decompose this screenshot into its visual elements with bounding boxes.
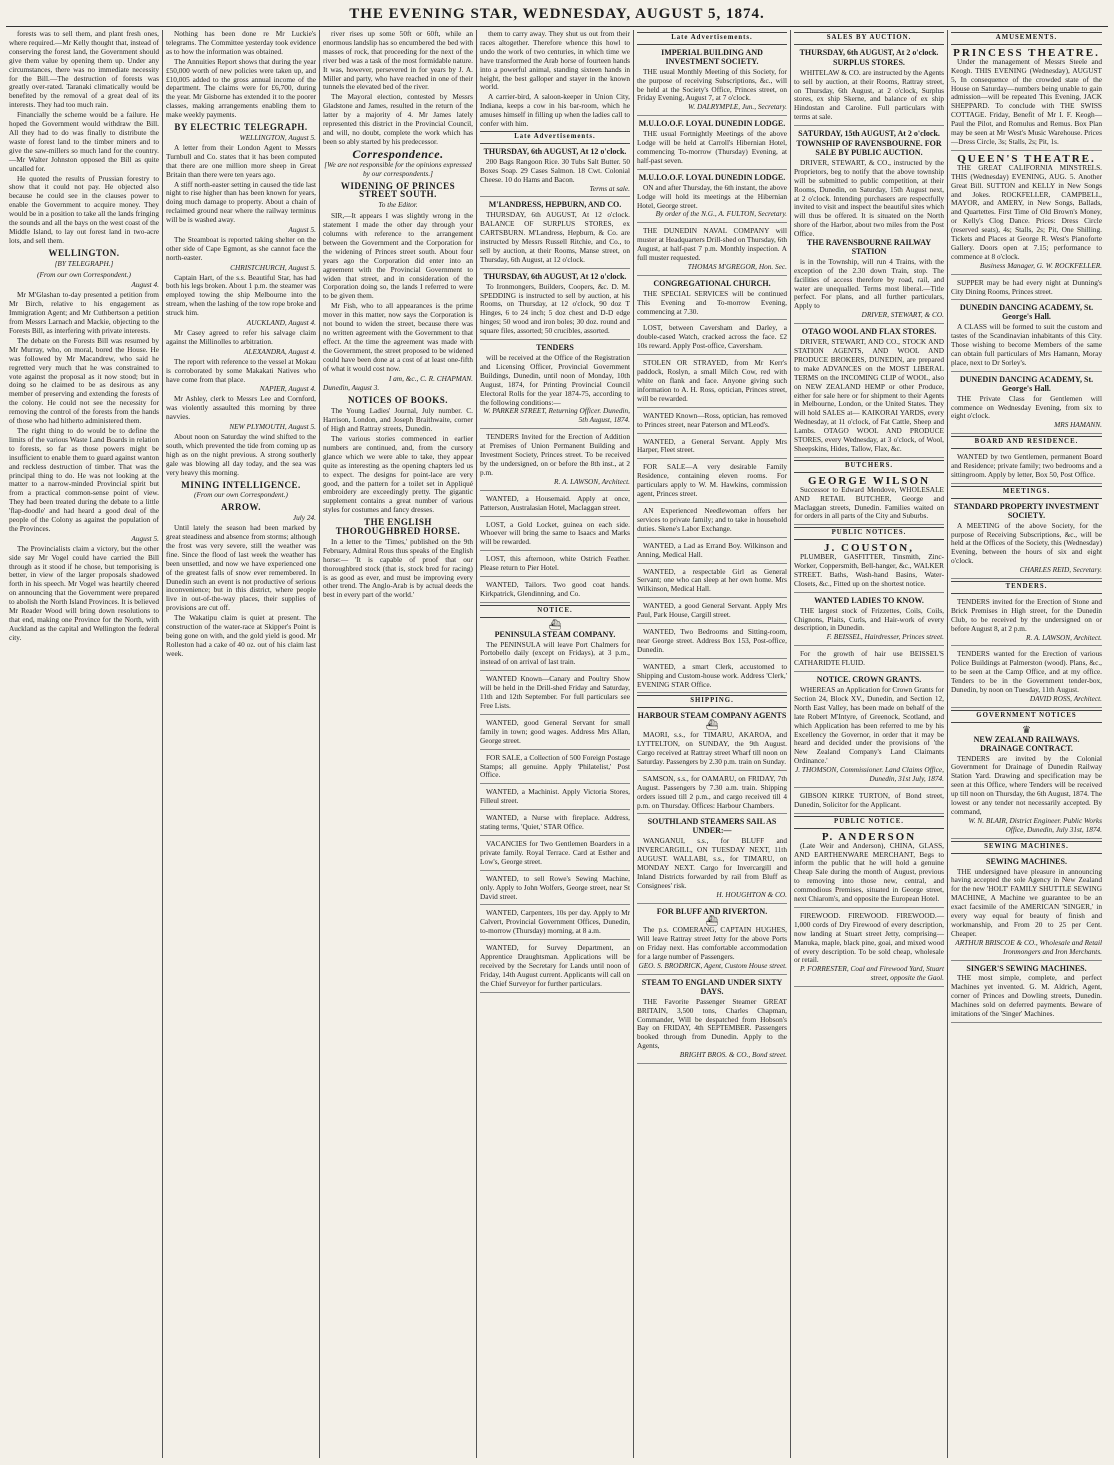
advertisement xyxy=(951,302,1102,371)
ad-body: LOST, this afternoon, white Ostrich Feather. Please return to Pier Hotel. xyxy=(480,554,630,573)
section-heading: ARROW. xyxy=(221,502,261,513)
ad-title: P. ANDERSON xyxy=(821,830,917,843)
ad-body: GIBSON KIRKE TURTON, of Bond street, Dunedin, Solicitor for the Applicant. xyxy=(794,790,944,809)
advertisement xyxy=(637,436,787,460)
ad-body: WANTED by two Gentlemen, permanent Board and Residence; private family; two bedrooms and a sittingroom. Apply by letter, Box 50, Post Office. xyxy=(951,452,1102,479)
advertisement xyxy=(480,752,630,785)
column-1 xyxy=(6,30,163,1458)
ad-body: TENDERS are invited by the Colonial Government for Drainage of Dunedin Railway Station Yard. Drawing and specification may be seen at this Office, where Tenders will be received up till noon on Thursday, the 6th August, 1874. The lowest or any tender not necessarily accepted. By command, xyxy=(951,753,1102,816)
section-subheading: (From our own Correspondent.) xyxy=(37,269,131,279)
ad-body: WANTED, a smart Clerk, accustomed to Shipping and Custom-house work. Address 'Clerk,' EVENING STAR Office. xyxy=(637,661,787,689)
article-paragraph: them to carry away. They shut us out from their races altogether. Therefore whence this howl to undo the work of two centuries, in which time we have transformed the Arab horse of fourteen hands into a powerful animal, standing sixteen hands in height, the best galloper and stayer in the known world. xyxy=(480,30,630,92)
ad-title: STEAM TO ENGLAND UNDER SIXTY DAYS. xyxy=(641,977,783,996)
article-paragraph: Mr Ashley, clerk to Messrs Lee and Cornford, was violently assaulted this morning by three navvies. xyxy=(166,394,316,422)
article-paragraph: Until lately the season had been marked by great steadiness and absence from storms; although the frost was very severe, still the weather was fine. Since the flood of last week the weather has been unsettled, and now we have experienced one of the greatest falls of snow ever remembered. In Dunedin such an event is not productive of serious inconvenience; but in this district, where people live in out-of-the-way places, their supplies of provisions are cut off. xyxy=(166,523,316,613)
ad-body: TENDERS invited for the Erection of Stone and Brick Premises in High street, for the Dunedin Club, to be received by the undersigned on or before August 8, at 2 p.m. xyxy=(951,596,1102,633)
ad-title: THURSDAY, 6th AUGUST, At 2 o'clock. xyxy=(799,47,939,57)
ad-body: WANTED, a Machinist. Apply Victoria Stores, Filleul street. xyxy=(480,787,630,806)
ad-body: PLUMBER, GASFITTER, Tinsmith, Zinc-Worker, Coppersmith, Bell-hanger, &c., WALKER STREET. Baths, Wash-hand Basins, Water-Closets, &c., Fitted up on the shortest notice. xyxy=(794,552,944,588)
ad-body: 200 Bags Rangoon Rice. 30 Tubs Salt Butter. 50 Boxes Soap. 29 Cases Salmon. 18 Cwt. Colonial Cheese. 10 do Hams and Bacon. xyxy=(480,156,630,184)
advertisement xyxy=(637,773,787,815)
ad-body: SUPPER may be had every night at Dunning's City Dining Rooms, Princes street. xyxy=(951,277,1102,296)
section-heading: WIDENING OF PRINCES STREET SOUTH. xyxy=(340,180,456,200)
ad-body: MAORI, s.s., for TIMARU, AKAROA, and LYTTELTON, on SUNDAY, the 9th August. Cargo received at Rattray street Wharf till noon on Saturday. Passengers by 2.30 p.m. train on Sunday. xyxy=(637,730,787,766)
ad-body: For the growth of hair use BEISSEL'S CATHARIDTE FLUID. xyxy=(794,649,944,668)
article-paragraph: The Young Ladies' Journal, July number. C. Harrison, London, and Joseph Braithwaite, corner of High and Rattray streets, Dunedin. xyxy=(323,406,473,434)
ad-body: WHITELAW & CO. are instructed by the Agents to sell by auction, at their Rooms, Rattray street, on Thursday, 6th August, at 2 o'clock, Surplus stores, ex ship Skerne, and balance of ex ship Hindostan and Caroline. Full particulars with terms at sale. xyxy=(794,67,944,122)
ad-body: WANTED, Tailors. Two good coat hands. Kirkpatrick, Glendinning, and Co. xyxy=(480,580,630,598)
ad-body: WANTED, a good General Servant. Apply Mrs Paul, Park House, Cargill street. xyxy=(637,601,787,620)
ad-body: DRIVER, STEWART, AND CO., STOCK AND STATION AGENTS, AND WOOL AND PRODUCE BROKERS, DUNEDIN, are prepared to make ADVANCES on the MOST LIBERAL TERMS on the INCOMING CLIP of WOOL, also on NEW ZEALAND HEMP or other Produce, either for sale here or for shipment to their Agents in Melbourne, London, or the United States. They will hold SALES at— KAIKORAI YARDS, every Wednesday, at 11 o'clock, of Fat Cattle, Sheep and Lambs. OTAGO WOOL AND PRODUCE STORES, every Wednesday, at 3 o'clock, of Wool, Sheepskins, Hides, Tallow, Flax, &c. xyxy=(794,337,944,453)
advertisement xyxy=(637,357,787,408)
ad-signature: J. THOMSON, Commissioner. Land Claims Office, Dunedin, 31st July, 1874. xyxy=(795,765,944,784)
ad-body: THE largest stock of Frizzettes, Coils, Coils, Chignons, Plaits, Curls, and Hair-work of every description, in Dunedin. xyxy=(794,605,944,633)
ad-body: is in the Township, will run 4 Trains, with the exception of the 2.30 down Train, stop. The facilities of access therefore by road, rail, and water are unequalled. Terms most liberal.—Title perfect. For plans, and all further particulars, Apply to xyxy=(794,256,944,311)
article-paragraph: The right thing to do would be to define the limits of the various Waste Land Boards in relation to forests, so far as those powers might be insufficient to enable them to guard against wanton and reckless destruction of timber. That was the principal thing to do. He was not looking at the matter to a narrow-minded Provincial spirit but from a practical common-sense point of view. They had been treated during the debate to a little 'flap-doodle' and had heard a good deal of the people of the Colony as against the population of the Provinces. xyxy=(9,425,159,533)
advertisement xyxy=(637,172,787,224)
advertisement xyxy=(480,431,630,490)
ad-body: WANTED, Carpenters, 10s per day. Apply to Mr Calvert, Provincial Government Offices, Dunedin, to-morrow (Thursday) morning, at 8 a.m. xyxy=(480,908,630,936)
article-paragraph: river rises up some 50ft or 60ft, while an enormous landslip has so encumbered the bed with masses of rock, that proceeding for the next of the river bed was a task of the most formidable nature. It was, however, persevered in for years by J. A. Miller and party, who have reached in one of their tunnels the elevated bed of the river. xyxy=(323,30,473,92)
ad-body: WANTED, good General Servant for small family in town; good wages. Address Mrs Allan, George street. xyxy=(480,717,630,745)
advertisement xyxy=(637,566,787,599)
ad-body: TENDERS Invited for the Erection of Addition at Premises of Union Permanent Building and Investment Society, Princes street. To be received by the undersigned, on or before the 8th inst., at 2 p.m. xyxy=(480,432,630,477)
ad-signature: ARTHUR BRISCOE & CO., Wholesale and Retail Ironmongers and Iron Merchants. xyxy=(955,937,1102,956)
ad-body: WANTED, for Survey Department, an Apprentice Draughtsman. Applications will be received by the Secretary for Lands until noon of Friday, 14th August current. Applicants will call on the Chief Surveyor for further particulars. xyxy=(480,943,630,988)
ad-body: AN Experienced Needlewoman offers her services to private family; and to take in household duties. Skene's Labor Exchange. xyxy=(637,505,787,533)
advertisement xyxy=(794,326,944,458)
article-paragraph: A carrier-bird, A saloon-keeper in Union City, Indiana, keeps a cow in his bar-room, which he amuses himself in filling up when the ladies call to confer with him. xyxy=(480,92,630,129)
ad-title: OTAGO WOOL AND FLAX STORES. xyxy=(801,327,937,337)
ad-title: CONGREGATIONAL CHURCH. xyxy=(653,278,771,288)
article-paragraph: The debate on the Forests Bill was resumed by Mr Murray, who, on moral, bored the House. He was followed by Mr Macandrew, who said he regretted very much that he was constrained to vote against the proposal as it now stood; but in doing so he claimed to be as desirous as any member of preserving and extending the forests of the colony. He could not see the necessity for removing the control of the forests from the hands of those who had hitherto administered them. xyxy=(9,335,159,426)
article-paragraph: Mr M'Glashan to-day presented a petition from Mr Birch, relative to his engagement as Immigration Agent; and Mr Cuthbertson a petition from Messrs Larnach and Mackie, objecting to the Forests Bill, as interfering with private interests. xyxy=(9,290,159,335)
advertisement xyxy=(637,505,787,538)
section-subheading: (From our own Correspondent.) xyxy=(194,490,288,500)
advertisement xyxy=(637,540,787,564)
section-banner: TENDERS. xyxy=(951,581,1102,594)
dateline: CHRISTCHURCH, August 5. xyxy=(230,262,316,272)
advertisement xyxy=(637,816,787,903)
ad-body: STOLEN OR STRAYED, from Mr Kerr's paddock, Roslyn, a small Milch Cow, red with white on flank and face. Anyone giving such information to A. H. Ross, optician, Princes street, will be rewarded. xyxy=(637,358,787,403)
ad-body: THE GREAT CALIFORNIA MINSTRELS. THIS (Wednesday) EVENING, AUG. 5. Another Great Bill. SUTTON and KELLY in New Songs and Jokes. ROCKFELLER, CAMPBELL, MAYOR, and AMERY, in New Songs, Ballads, and Quartettes. First Time of Old Brown's Money, or Kelly's Clog Dance. Prices: Dress Circle (reserved seats), 4s; Stalls, 2s; Pit, One Shilling. Tickets and Places at George R. West's Pianoforte Gallery. Doors open at 7.15; performance to commence at 8 o'clock. xyxy=(951,162,1102,261)
advertisement xyxy=(480,199,630,268)
article-paragraph: A letter from their London Agent to Messrs Turnbull and Co. states that it has been computed that there are one million more sheep in Great Britain than there were ten years ago. xyxy=(166,142,316,179)
section-banner: SEWING MACHINES. xyxy=(951,841,1102,854)
section-subheading: To the Editor. xyxy=(378,200,418,210)
newspaper-columns xyxy=(6,30,1108,1458)
advertisement xyxy=(951,648,1102,707)
ad-body: (Late Weir and Anderson), CHINA, GLASS, AND EARTHENWARE MERCHANT, Begs to inform the public that he will hold a genuine Cheap Sale during the month of August, previous to removing into those new, central, and commodious Premises, situated in George street, next Chiarom's, and opposite the European Hotel. xyxy=(794,840,944,904)
article-paragraph: Nothing has been done re Mr Luckie's telegrams. The Committee yesterday took evidence as to how the information was obtained. xyxy=(166,30,316,56)
ad-body: WANTED, Two Bedrooms and Sitting-room, near George street. Address Box 153, Post-office, Dunedin. xyxy=(637,627,787,654)
ad-signature: THOMAS M'GREGOR, Hon. Sec. xyxy=(687,261,787,271)
ad-body: WANTED, a Nurse with fireplace. Address, stating terms, 'Quiet,' STAR Office. xyxy=(480,813,630,832)
ad-body: THE usual Monthly Meeting of this Society, for the purpose of receiving Subscriptions, &c., will be held at the Society's Office, Princes street, on Friday Evening, August 7, at 7 o'clock. xyxy=(637,66,787,103)
section-subheading: [We are not responsible for the opinions expressed by our correspondents.] xyxy=(324,159,472,178)
article-paragraph: The Wakatipu claim is quiet at present. The construction of the water-race at Skipper's Point is being gone on with, and the gold yield is good. Mr Rolleston had a cake of 40 oz. out of his claim last week. xyxy=(166,613,316,658)
column-5 xyxy=(634,30,791,1458)
advertisement xyxy=(951,501,1102,579)
advertisement xyxy=(480,812,630,836)
dateline: NAPIER, August 4. xyxy=(259,384,316,394)
dateline: July 24. xyxy=(292,513,316,523)
ad-title: WANTED LADIES TO KNOW. xyxy=(814,595,924,605)
ad-body: The PENINSULA will leave Port Chalmers for Portobello daily (except on Fridays), at 3 p.m., instead of on arrival of last train. xyxy=(480,639,630,667)
advertisement xyxy=(794,790,944,814)
ad-body: FOR SALE—A very desirable Family Residence, containing eleven rooms. For particulars apply to W. M. Hawkins, commission agent, Princes street. xyxy=(637,462,787,499)
ad-title: THURSDAY, 6th AUGUST, At 12 o'clock. xyxy=(483,271,627,281)
article-paragraph: forests was to sell them, and plant fresh ones, where required.—Mr Kelly thought that, instead of conserving the forest land, the Government should give them value by opening them up. Under any circumstances, there was no immediate necessity for the Bill.—The destruction of forests was greatly over-rated. Taranaki climatically would be benefited by the removal of a great deal of its interests. They had too much rain. xyxy=(9,30,159,110)
advertisement xyxy=(794,47,944,126)
article-paragraph: He quoted the results of Prussian forestry to show that it could not pay. He objected also because he could see in the clauses power to enable the Government to acquire money. They would be in a position to take all the lands fringing the sounds and all the bays on the west coast of the Middle Island, to lay out forest land in two-acre lots, and sell them. xyxy=(9,173,159,245)
ad-body: TENDERS wanted for the Erection of various Police Buildings at Palmerston (wood). Plans, &c., to be seen at the Camp Office, and at my office. Tenders to be in the Government tender-box, Dunedin, by noon on Tuesday, 11th August. xyxy=(951,649,1102,695)
ad-title: J. COUSTON, xyxy=(824,542,914,555)
ad-signature: MRS HAMANN. xyxy=(1054,420,1102,430)
advertisement xyxy=(480,271,630,340)
section-heading: BY ELECTRIC TELEGRAPH. xyxy=(174,122,308,133)
ad-signature: W. DALRYMPLE, Jun., Secretary. xyxy=(687,102,787,112)
dateline: NEW PLYMOUTH, August 5. xyxy=(229,422,316,432)
advertisement xyxy=(951,47,1102,151)
advertisement xyxy=(794,910,944,987)
article-paragraph: SIR,—It appears I was slightly wrong in the statement I made the other day through your columns with reference to the arrangement between the Government and the Corporation for the widening of Princes street south. About four years ago the Corporation did enter into an agreement with the Provincial Government to widen that street, and in consideration of the Corporation doing so, the lands I referred to were to be given them. xyxy=(323,211,473,301)
ad-signature: CHARLES REID, Secretary. xyxy=(1019,565,1102,575)
section-banner: AMUSEMENTS. xyxy=(951,32,1102,45)
ad-title: HARBOUR STEAM COMPANY AGENTS xyxy=(637,711,787,721)
advertisement xyxy=(951,725,1102,839)
advertisement xyxy=(480,838,630,871)
advertisement xyxy=(480,553,630,577)
ad-body: SAMSON, s.s., for OAMARU, on FRIDAY, 7th August. Passengers by 7.30 a.m. train. Shipping orders issued till 2 p.m., and cargo received till 4 p.m. on Thursday. Offices: Harbour Chambers. xyxy=(637,773,787,810)
ad-body: To Ironmongers, Builders, Coopers, &c. D. M. SPEDDING is instructed to sell by auction, at his Rooms, on Thursday, at 12 o'clock, 90 doz T Hinges, 6 to 24 inch; 5 doz chest and D-D edge hinges; 50 wood and iron boles; 30 doz. round and square files, assorted; 50 crucibles, assorted. xyxy=(480,281,630,336)
advertisement xyxy=(480,907,630,940)
article-paragraph: In a letter to the 'Times,' published on the 9th February, Admiral Rous thus speaks of the English horse:— 'It is capable of proof that our thoroughbred stock (that is, stock bred for racing) is as good as ever, and must be improving every other trend. The Anglo-Arab is by actual deeds the best in every part of the world.' xyxy=(323,536,473,600)
royal-crest-icon: ♛ xyxy=(1022,724,1031,736)
advertisement xyxy=(951,153,1102,275)
ad-title: SEWING MACHINES. xyxy=(986,856,1067,866)
section-banner: BOARD AND RESIDENCE. xyxy=(951,436,1102,449)
ad-body: A CLASS will be formed to suit the custom and tastes of the Scandinavian inhabitants of this City. Those wishing to become Members of the same can obtain full particulars of Mrs Hamann, Moray place, next to Dr Sorley's. xyxy=(951,322,1102,367)
ad-signature: BRIGHT BROS. & CO., Bond street. xyxy=(679,1050,787,1060)
advertisement xyxy=(637,661,787,694)
ad-title: M.U.I.O.O.F. LOYAL DUNEDIN LODGE. xyxy=(638,172,786,182)
advertisement xyxy=(794,542,944,593)
section-banner: SHIPPING. xyxy=(637,695,787,708)
advertisement xyxy=(637,461,787,503)
advertisement xyxy=(637,710,787,770)
advertisement xyxy=(637,600,787,624)
masthead-rule xyxy=(6,26,1108,27)
ad-signature: Business Manager, G. W. ROCKFELLER. xyxy=(979,260,1102,270)
section-banner: Late Advertisements. xyxy=(480,131,630,144)
ad-body: VACANCIES for Two Gentlemen Boarders in a private family. Royal Terrace. Card at Esther and Low's, George street. xyxy=(480,838,630,866)
ad-signature: GEO. S. BRODRICK, Agent, Custom House street. xyxy=(638,961,787,971)
section-subheading: [BY TELEGRAPH.] xyxy=(54,258,114,268)
advertisement xyxy=(480,620,630,672)
article-paragraph: Captain Hart, of the s.s. Beautiful Star, has had both his legs broken. About 1 p.m. the steamer was employed towing the ship Melbourne into the stream, when the lashing of the tow rope broke and struck him. xyxy=(166,272,316,318)
advertisement xyxy=(480,146,630,198)
ad-body: THE Private Class for Gentlemen will commence on Wednesday Evening, from six to eight o'clock. xyxy=(951,393,1102,421)
advertisement xyxy=(951,374,1102,434)
ad-title: FOR BLUFF AND RIVERTON. xyxy=(656,906,768,916)
advertisement xyxy=(794,831,944,908)
article-paragraph: The Steamboat is reported taking shelter on the other side of Cape Egmont, as she cannot face the north-easter. xyxy=(166,234,316,262)
ad-signature: H. HOUGHTON & CO. xyxy=(716,889,787,899)
ad-title: PENINSULA STEAM COMPANY. xyxy=(494,629,616,639)
section-banner: SALES BY AUCTION. xyxy=(794,32,944,45)
article-paragraph: Financially the scheme would be a failure. He hoped the Government would withdraw the Bill. All they had to do was finally to distribute the waste of forest land to the timber miners and to give the saw-millers so much land for the country.—Mr Walter Johnston opposed the Bill as quite uncalled for. xyxy=(9,110,159,173)
ad-signature: Terms at sale. xyxy=(589,183,630,193)
column-3 xyxy=(320,30,477,1458)
column-7 xyxy=(948,30,1105,1458)
article-paragraph: The report with reference to the vessel at Mokau is corroborated by some Makakati Natives who have come from that place. xyxy=(166,356,316,384)
ad-signature: R. A. LAWSON, Architect. xyxy=(553,476,630,486)
section-heading: WELLINGTON. xyxy=(48,247,120,258)
ad-signature: W. N. BLAIR, District Engineer. Public Works Office, Dunedin, July 31st, 1874. xyxy=(968,815,1102,834)
dateline: August 4. xyxy=(131,280,159,290)
article-paragraph: A stiff north-easter setting in caused the tide last night to rise higher than has been known for years, doing much damage to property. About a chain of reclaimed ground near where the railway terminus will be is washed away. xyxy=(166,179,316,225)
article-paragraph: Mr Fish, who to all appearances is the prime mover in this matter, now says the Corporation is not bound to widen the street, because there was no written agreement with the Government to that effect. At the time the agreement was made with the Government, the street proposed to be widened could have been done at a cost of at least one-fifth of what it would cost now. xyxy=(323,301,473,373)
ad-body: WANTED, a respectable Girl as General Servant; one who can sleep at her own home. Mrs Wilkinson, Medical Hall. xyxy=(637,566,787,594)
section-banner: GOVERNMENT NOTICES xyxy=(951,710,1102,723)
advertisement xyxy=(480,579,630,603)
advertisement xyxy=(794,674,944,788)
dateline: AUCKLAND, August 4. xyxy=(246,318,316,328)
ad-body: WANGANUI, s.s., for BLUFF and INVERCARGILL, ON TUESDAY NEXT, 11th AUGUST. WALLABI, s.s., for TIMARU, on MONDAY NEXT. Cargo for Invercargill and Inland Districts forwarded by rail from Bluff as Consignees' risk. xyxy=(637,836,787,890)
ad-signature: By order of the N.G., A. FULTON, Secretary. xyxy=(655,209,787,219)
ad-title: M.U.I.O.O.F. LOYAL DUNEDIN LODGE. xyxy=(638,119,786,129)
ad-signature: F. BEISSEL, Hairdresser, Princes street. xyxy=(826,632,944,642)
ad-body: DRIVER, STEWART, & CO., instructed by the Proprietors, beg to notify that the above township will be submitted to public competition, at their Rooms, Dunedin, on Saturday, 15th August next, at 2 o'clock. Intending purchasers are respectfully invited to visit and inspect the beautiful sites which will thus be offered. It is situated on the North shore of the Harbor, about two miles from the Post Office. xyxy=(794,157,944,239)
ad-body: A MEETING of the above Society, for the purpose of Receiving Subscriptions, &c., will be held at the Offices of the Society, this (Wednesday) Evening, between the hours of six and eight o'clock. xyxy=(951,520,1102,566)
section-banner: Late Advertisements. xyxy=(637,32,787,45)
steamship-icon: ⛴ xyxy=(705,915,719,927)
ad-title: GEORGE WILSON xyxy=(807,474,931,487)
ad-body: Under the management of Messrs Steele and Keogh. THIS EVENING (Wednesday), AUGUST 5, In consequence of the crowded state of the House on Saturday—numbers being unable to gain admission—will be repeated This Evening, JACK SHEPPARD. To conclude with THE SWISS COTTAGE. Friday, Benefit of Mr I. F. Keogh—Paul the Pilot, and Romulus and Remus. Box Plan may be seen at Mr West's Music Warehouse. Prices—Dress Circle, 3s; Stalls, 2s; Pit, 1s. xyxy=(951,56,1102,146)
ad-body: THE undersigned have pleasure in announcing having accepted the sole Agency in New Zealand for the new 'HOLT' FAMILY SHUTTLE SEWING MACHINE, A Machine we guarantee to be an exact facsimile of the AMERICAN 'SINGER,' in every way equal for beauty of finish and workmanship, and From 20 to 25 per Cent. Cheaper. xyxy=(951,866,1102,938)
ad-body: THE usual Fortnightly Meetings of the above Lodge will be held at Carroll's Hibernian Hotel, commencing To-morrow (Thursday) Evening, at half-past seven. xyxy=(637,129,787,165)
ad-subtitle: THE RAVENSBOURNE RAILWAY STATION xyxy=(806,238,932,256)
ad-body: WHEREAS an Application for Crown Grants for Section 24, Block XV., Dunedin, and Section 12, North East Valley, has been made on behalf of the late Robert M'Intyre, of Greenock, Scotland, and which Application has been referred to me by his Excellency the Governor, in order that it may be heard and decided under the provisions of 'the New Zealand Company's Land Claimants Ordinance.' xyxy=(794,685,944,766)
ad-title: SOUTHLAND STEAMERS SAIL AS UNDER:— xyxy=(647,817,777,836)
advertisement xyxy=(480,717,630,750)
advertisement xyxy=(951,963,1102,1023)
advertisement xyxy=(637,47,787,116)
ad-title: TENDERS xyxy=(536,343,574,353)
ad-title: DUNEDIN DANCING ACADEMY, St. George's Hall. xyxy=(959,374,1094,393)
ad-title: PRINCESS THEATRE. xyxy=(953,46,1100,59)
column-2 xyxy=(163,30,320,1458)
article-paragraph: About noon on Saturday the wind shifted to the south, which prevented the tide from coming up as high as on the night previous. A strong southerly gale was blowing all day today, and the sea was very heavy this morning. xyxy=(166,431,316,477)
dateline: August 5. xyxy=(131,533,159,543)
section-heading: NOTICES OF BOOKS. xyxy=(348,395,448,406)
ad-body: WANTED Known—Canary and Poultry Show will be held in the Drill-shed Friday and Saturday, 11th and 12th September. For full particulars see Free Lists. xyxy=(480,674,630,710)
article-paragraph: The Provincialists claim a victory, but the other side say Mr Vogel could have carried the Bill through as it stood if he chose, but temporising is better, in view of the larger proposals shadowed forth in his speech. Mr Vogel was heartily cheered on announcing that the Government were prepared to abolish the North Island Provinces. It is believed Mr Reader Wood will bring down resolutions to that end, making one Province for the North, with Auckland as the capital and Wellington the federal city. xyxy=(9,543,159,642)
ad-body: THE SPECIAL SERVICES will be continued This Evening and To-morrow Evening, commencing at 7.30. xyxy=(637,288,787,316)
advertisement xyxy=(794,595,944,647)
ad-title: M'LANDRESS, HEPBURN, AND CO. xyxy=(488,200,622,210)
advertisement xyxy=(951,596,1102,647)
section-banner: MEETINGS. xyxy=(951,486,1102,499)
article-paragraph: The Mayoral election, contested by Messrs Gladstone and James, resulted in the return of the latter by a majority of 4. Mr James lately represented this district in the Provincial Council, and will, no doubt, complete the work which has been so ably started by his predecessor. xyxy=(323,92,473,146)
advertisement xyxy=(637,322,787,355)
ad-signature: P. FORRESTER, Coal and Firewood Yard, Stuart street, opposite the Gaol. xyxy=(800,964,944,983)
ad-body: WANTED Known—Ross, optician, has removed to Princes street, near Paterson and M'Leod's. xyxy=(637,410,787,429)
ad-title: IMPERIAL BUILDING AND INVESTMENT SOCIETY. xyxy=(661,47,763,66)
ad-body: FOR SALE, a Collection of 500 Foreign Postage Stamps; all genuine. Apply 'Philatelist,' Post Office. xyxy=(480,752,630,780)
steamship-icon: ⛴ xyxy=(548,619,562,631)
letter-signature: I am, &c., C. R. CHAPMAN. xyxy=(388,373,473,383)
ad-signature: W. PARKER STREET, Returning Officer. Dunedin, 5th August, 1874. xyxy=(483,406,630,425)
masthead: THE EVENING STAR, WEDNESDAY, AUGUST 5, 1874. xyxy=(349,6,765,22)
ad-title: STANDARD PROPERTY INVESTMENT SOCIETY. xyxy=(953,501,1100,520)
ad-body: The p.s. COMERANG, CAPTAIN HUGHES, Will leave Rattray street Jetty for the above Ports on Friday next. Has comfortable accommodation for a large number of Passengers. xyxy=(637,925,787,962)
article-paragraph: The Annuities Report shows that during the year £50,000 worth of new policies were taken up, and £10,005 added to the gross annual income of the department. The claims were for £6,700, during the year. Mr Gisborne has extended it to the poorer classes, making arrangements enabling them to make weekly payments. xyxy=(166,56,316,120)
ad-subtitle: SURPLUS STORES. xyxy=(833,57,905,67)
section-heading: Correspondence. xyxy=(352,146,444,161)
column-6 xyxy=(791,30,948,1458)
dateline: August 5. xyxy=(288,225,316,235)
advertisement xyxy=(794,648,944,672)
section-banner: BUTCHERS. xyxy=(794,460,944,473)
ad-title: SINGER'S SEWING MACHINES. xyxy=(966,963,1087,973)
advertisement xyxy=(480,342,630,429)
section-heading: THE ENGLISH THOROUGHBRED HORSE. xyxy=(335,517,461,537)
ad-title: NOTICE. CROWN GRANTS. xyxy=(816,675,922,685)
ad-body: ON and after Thursday, the 6th instant, the above Lodge will hold its meetings at the Hibernian Hotel, George street. xyxy=(637,182,787,210)
ad-body: Successor to Edward Mendove, WHOLESALE AND RETAIL BUTCHER, George and Maclaggan streets, Dunedin. Families waited on for orders in all parts of the City and Suburbs. xyxy=(794,484,944,521)
advertisement xyxy=(951,856,1102,961)
ad-signature: R. A. LAWSON, Architect. xyxy=(1025,632,1102,642)
ad-body: WANTED, to sell Rowe's Sewing Machine, only. Apply to John Wolfers, George street, near St David street. xyxy=(480,873,630,901)
advertisement xyxy=(480,493,630,517)
section-banner: PUBLIC NOTICE. xyxy=(794,816,944,829)
article-paragraph: The various stories commenced in earlier numbers are continued, and, from the cursory glance which we were able to take, they appear quite as interesting as the opening chapters led us to expect. The designs for point-lace are very good, and the pattern for a toilet set in Appliqué embroidery are exceedingly pretty. The gigantic supplement contains a great number of various styles for costumes and fancy dresses. xyxy=(323,433,473,515)
advertisement xyxy=(637,225,787,276)
dateline: WELLINGTON, August 5. xyxy=(239,132,316,142)
ad-body: LOST, between Caversham and Darley, a double-cased Watch, cracked across the face. £2 10s reward. Apply Post-office, Caversham. xyxy=(637,323,787,351)
ad-title: QUEEN'S THEATRE. xyxy=(957,152,1096,165)
advertisement xyxy=(794,128,944,324)
ad-body: THE Favorite Passenger Steamer GREAT BRITAIN, 3,500 tons, Charles Chapman, Commander, Will be despatched from Hobson's Bay on FRIDAY, 4th SEPTEMBER. Passengers booked through from Dunedin. Apply to the Agents, xyxy=(637,996,787,1051)
advertisement xyxy=(637,278,787,321)
ad-body: WANTED, a Lad as Errand Boy. Wilkinson and Anning, Medical Hall. xyxy=(637,540,787,559)
dateline: Dunedin, August 3. xyxy=(323,383,380,393)
advertisement xyxy=(794,475,944,526)
advertisement xyxy=(480,519,630,552)
ad-body: will be received at the Office of the Registration and Licensing Officer, Provincial Government Buildings, Dunedin, until noon of Monday, 10th August, 1874, for Printing Provincial Council Electoral Rolls for the year 1874-75, according to the following conditions:— xyxy=(480,353,630,407)
section-banner: PUBLIC NOTICES. xyxy=(794,527,944,540)
advertisement xyxy=(637,906,787,975)
ad-body: THURSDAY, 6th AUGUST, At 12 o'clock. BALANCE OF SURPLUS STORES, ex CARTSBURN. M'Landress, Hepburn, & Co. are instructed by Messrs Russell Ritchie, and Co., to sell by auction, at their Rooms, Manse street, on Thursday, 6th August, at 12 o'clock. xyxy=(480,210,630,264)
advertisement xyxy=(951,277,1102,301)
advertisement xyxy=(480,942,630,993)
steamship-icon: ⛴ xyxy=(705,720,719,732)
ad-body: THE most simple, complete, and perfect Machines yet invented. G. M. Aldrich, Agent, corner of Princes and Dowling streets, Dunedin. Machines sold on deferred payments. Beware of imitations of the 'Singer' Machines. xyxy=(951,973,1102,1019)
ad-title: NEW ZEALAND RAILWAYS. DRAINAGE CONTRACT. xyxy=(973,734,1080,753)
advertisement xyxy=(480,673,630,715)
column-4 xyxy=(477,30,634,1458)
ad-signature: DAVID ROSS, Architect. xyxy=(1029,694,1102,703)
ad-body: WANTED, a Housemaid. Apply at once, Patterson, Australasian Hotel, Maclaggan street. xyxy=(480,493,630,512)
ad-body: LOST, a Gold Locket, guinea on each side. Whoever will bring the same to Isaacs and Marks will be rewarded. xyxy=(480,519,630,547)
ad-body: FIREWOOD. FIREWOOD. FIREWOOD.—1,000 cords of Dry Firewood of every description, now landing at Stuart street Jetty, comprising—Manuka, maple, black pine, goai, and mixed wood of every description. To be sold cheap, wholesale or retail. xyxy=(794,910,944,965)
advertisement xyxy=(637,626,787,659)
advertisement xyxy=(951,451,1102,484)
ad-subtitle: TOWNSHIP OF RAVENSBOURNE. FOR SALE BY PUBLIC AUCTION. xyxy=(796,139,942,157)
ad-title: SATURDAY, 15th AUGUST, At 2 o'clock. xyxy=(798,129,940,139)
ad-title: THURSDAY, 6th AUGUST, At 12 o'clock. xyxy=(483,146,627,156)
advertisement xyxy=(637,410,787,434)
article-paragraph: Mr Casey agreed to refer his salvage claim against the Millinolles to arbitration. xyxy=(166,328,316,346)
ad-title: DUNEDIN DANCING ACADEMY, St. George's Hall. xyxy=(959,303,1094,322)
advertisement xyxy=(480,786,630,810)
section-banner: NOTICE. xyxy=(480,605,630,618)
ad-body: WANTED, a General Servant. Apply Mrs Harper, Fleet street. xyxy=(637,436,787,455)
advertisement xyxy=(637,977,787,1064)
ad-body: THE DUNEDIN NAVAL COMPANY will muster at Headquarters Drill-shed on Thursday, 6th August, at half-past 7 p.m. Monthly inspection. A full muster requested. xyxy=(637,226,787,263)
ad-signature: DRIVER, STEWART, & CO. xyxy=(861,310,944,320)
dateline: ALEXANDRA, August 4. xyxy=(243,346,316,356)
section-heading: MINING INTELLIGENCE. xyxy=(181,479,301,490)
advertisement xyxy=(480,873,630,906)
advertisement xyxy=(637,118,787,170)
